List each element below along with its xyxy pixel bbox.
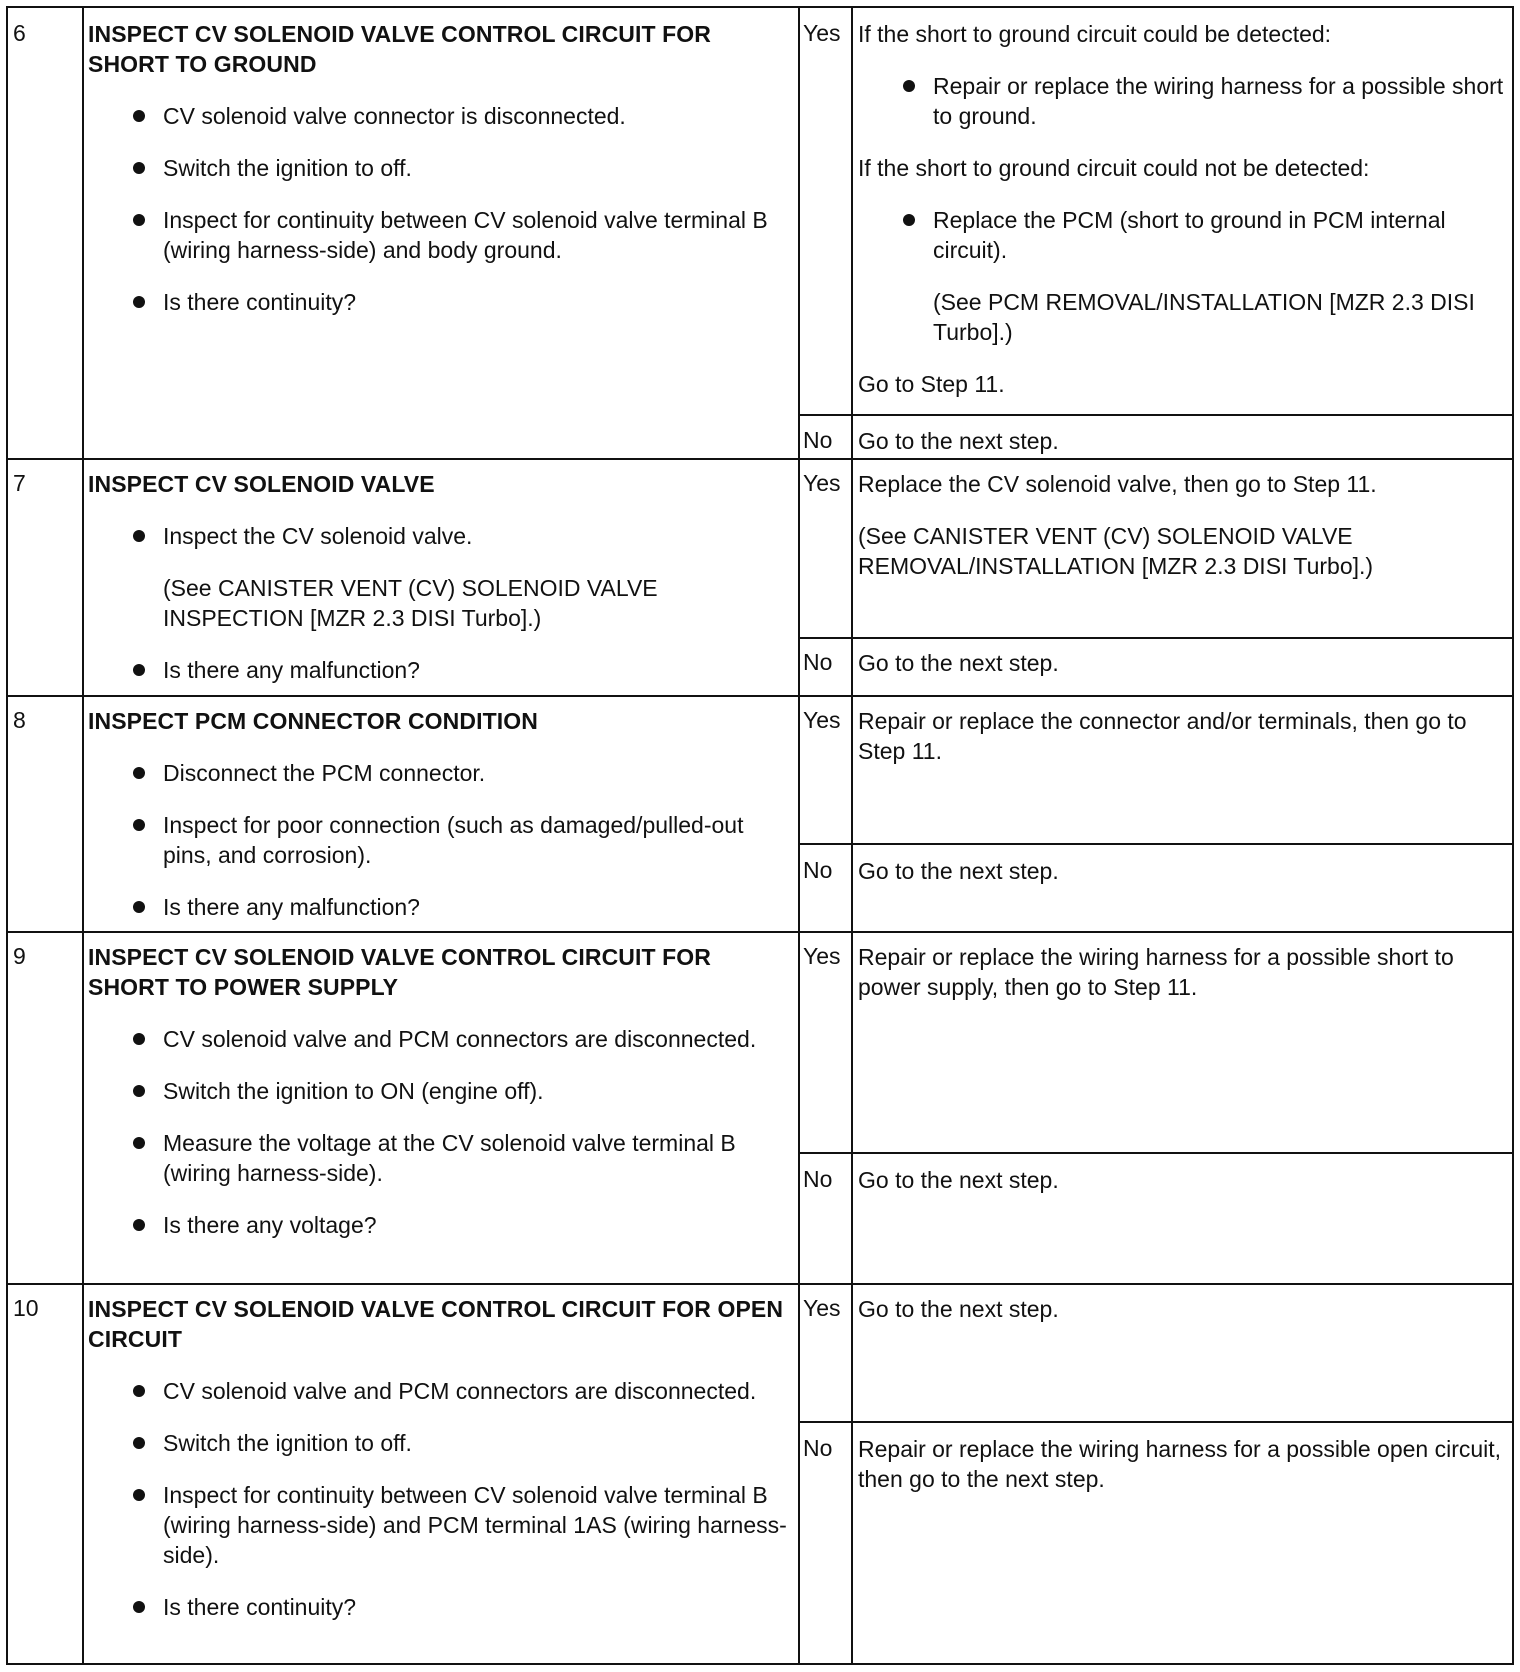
procedure-bullet: Inspect for continuity between CV solenoid valve terminal B (wiring harness-side) and PCM terminal 1AS (wiring harness-side).: [88, 1480, 788, 1570]
yes-label: Yes: [803, 1295, 841, 1321]
procedure-bullet: Disconnect the PCM connector.: [88, 758, 788, 788]
action-bullet: Repair or replace the wiring harness for a possible short to ground.: [858, 71, 1508, 131]
procedure-bullet: Is there continuity?: [88, 1592, 788, 1622]
step-7-yes-action: [858, 469, 1508, 581]
action-text: Go to Step 11.: [858, 371, 1005, 397]
step-7-procedure: [88, 469, 788, 685]
procedure-bullet: Switch the ignition to off.: [88, 153, 788, 183]
step-10-no-action: Repair or replace the wiring harness for a possible open circuit, then go to the next step.: [858, 1436, 1502, 1492]
step-6-yes-action: [858, 19, 1508, 399]
reference-note: (See PCM REMOVAL/INSTALLATION [MZR 2.3 DISI Turbo].): [933, 289, 1475, 345]
step-number: 8: [13, 707, 26, 733]
procedure-bullet: Inspect for continuity between CV solenoid valve terminal B (wiring harness-side) and body ground.: [88, 205, 788, 265]
procedure-bullet: Inspect for poor connection (such as damaged/pulled-out pins, and corrosion).: [88, 810, 788, 870]
procedure-bullet: Switch the ignition to ON (engine off).: [88, 1076, 788, 1106]
procedure-bullet: Inspect the CV solenoid valve.: [88, 521, 788, 551]
step-title: INSPECT CV SOLENOID VALVE CONTROL CIRCUIT FOR SHORT TO POWER SUPPLY: [88, 944, 711, 1000]
yes-label: Yes: [803, 20, 841, 46]
result-divider: [798, 637, 1512, 639]
no-label: No: [803, 1435, 833, 1461]
row-divider: [8, 695, 1512, 697]
step-number: 7: [13, 470, 26, 496]
action-bullet: Replace the PCM (short to ground in PCM internal circuit).: [858, 205, 1508, 265]
no-label: No: [803, 649, 833, 675]
yes-label: Yes: [803, 470, 841, 496]
no-label: No: [803, 1166, 833, 1192]
yes-label: Yes: [803, 943, 841, 969]
row-divider: [8, 1283, 1512, 1285]
step-title: INSPECT PCM CONNECTOR CONDITION: [88, 708, 538, 734]
step-8-yes-action: Repair or replace the connector and/or terminals, then go to Step 11.: [858, 708, 1467, 764]
procedure-bullet: Is there any voltage?: [88, 1210, 788, 1240]
step-number: 9: [13, 943, 26, 969]
reference-note: (See CANISTER VENT (CV) SOLENOID VALVE REMOVAL/INSTALLATION [MZR 2.3 DISI Turbo].): [858, 523, 1374, 579]
no-label: No: [803, 427, 833, 453]
result-divider: [798, 414, 1512, 416]
result-divider: [798, 1421, 1512, 1423]
procedure-bullet: Measure the voltage at the CV solenoid valve terminal B (wiring harness-side).: [88, 1128, 788, 1188]
step-10-procedure: [88, 1294, 788, 1622]
step-number: 6: [13, 20, 26, 46]
procedure-bullet: Is there continuity?: [88, 287, 788, 317]
step-6-procedure: [88, 19, 788, 317]
step-title: INSPECT CV SOLENOID VALVE CONTROL CIRCUIT FOR SHORT TO GROUND: [88, 21, 711, 77]
action-text: If the short to ground circuit could be detected:: [858, 21, 1332, 47]
step-title: INSPECT CV SOLENOID VALVE: [88, 471, 435, 497]
no-label: No: [803, 857, 833, 883]
step-9-no-action: Go to the next step.: [858, 1167, 1059, 1193]
procedure-bullet: Is there any malfunction?: [88, 892, 788, 922]
action-text: If the short to ground circuit could not be detected:: [858, 155, 1370, 181]
row-divider: [8, 931, 1512, 933]
step-9-yes-action: Repair or replace the wiring harness for a possible short to power supply, then go to Step 11.: [858, 944, 1454, 1000]
procedure-bullet: Is there any malfunction?: [88, 655, 788, 685]
action-text: Replace the CV solenoid valve, then go to Step 11.: [858, 471, 1377, 497]
step-8-no-action: Go to the next step.: [858, 858, 1059, 884]
result-divider: [798, 1152, 1512, 1154]
column-divider: [851, 8, 853, 1663]
step-10-yes-action: Go to the next step.: [858, 1296, 1059, 1322]
procedure-bullet: CV solenoid valve and PCM connectors are disconnected.: [88, 1376, 788, 1406]
step-9-procedure: [88, 942, 788, 1240]
troubleshooting-table: [6, 6, 1514, 1665]
yes-label: Yes: [803, 707, 841, 733]
step-6-no-action: Go to the next step.: [858, 428, 1059, 454]
procedure-bullet: CV solenoid valve connector is disconnected.: [88, 101, 788, 131]
result-divider: [798, 843, 1512, 845]
column-divider: [798, 8, 800, 1663]
column-divider: [82, 8, 84, 1663]
step-number: 10: [13, 1295, 39, 1321]
row-divider: [8, 458, 1512, 460]
procedure-bullet: Switch the ignition to off.: [88, 1428, 788, 1458]
step-7-no-action: Go to the next step.: [858, 650, 1059, 676]
step-title: INSPECT CV SOLENOID VALVE CONTROL CIRCUIT FOR OPEN CIRCUIT: [88, 1296, 784, 1352]
step-8-procedure: [88, 706, 788, 922]
procedure-bullet: CV solenoid valve and PCM connectors are disconnected.: [88, 1024, 788, 1054]
reference-note: (See CANISTER VENT (CV) SOLENOID VALVE INSPECTION [MZR 2.3 DISI Turbo].): [163, 575, 658, 631]
